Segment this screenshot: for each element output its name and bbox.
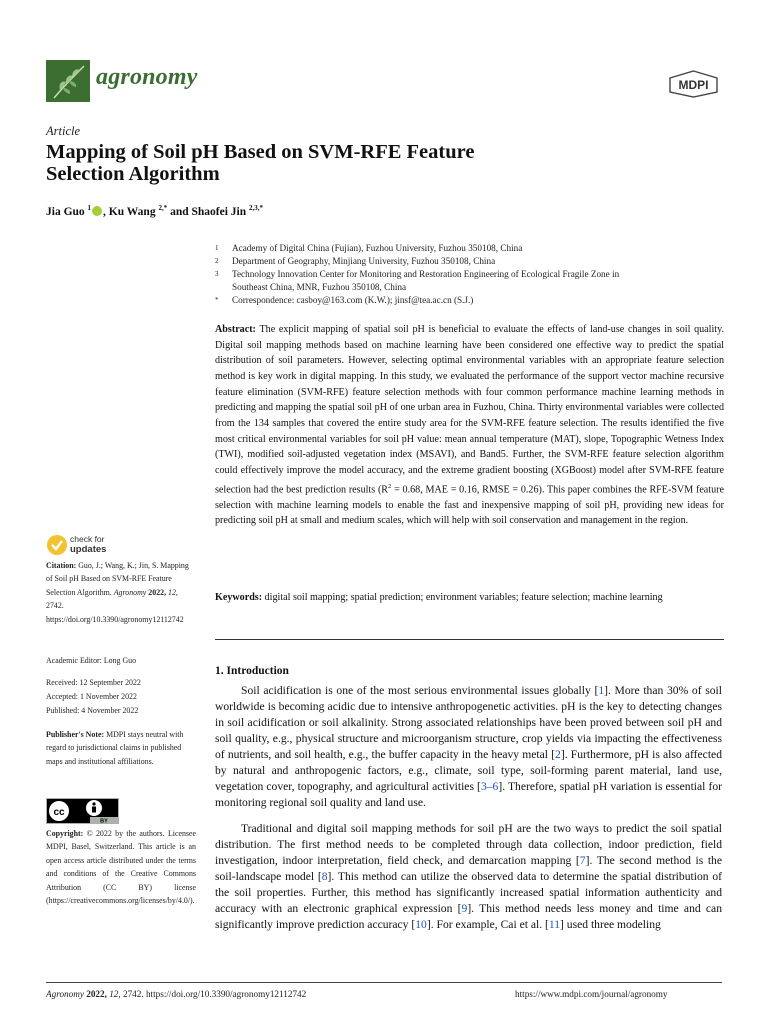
footer-citation <box>46 989 306 999</box>
citation-doi[interactable]: , 2742. https://doi.org/10.3390/agronomy12112742 <box>46 587 184 624</box>
citation-link[interactable]: 11 <box>548 917 561 931</box>
intro-text: ]. For example, Cai et al. [ <box>426 917 549 931</box>
footer-journal-url[interactable]: https://www.mdpi.com/journal/agronomy <box>515 989 668 999</box>
abstract-sup: 2 <box>388 482 392 490</box>
intro-text: ]. This method can utilize the observed data to determine the spatial distribution of the soil properties. Further, this method has significantly increased spatial information authenticity and accuracy with an electronic graphical expression [ <box>215 869 722 915</box>
author-list <box>46 204 263 218</box>
article-type: Article <box>46 124 81 138</box>
citation-block <box>46 559 196 626</box>
academic-editor: Academic Editor: Long Guo <box>46 656 137 665</box>
author-sep-2: and <box>167 205 192 218</box>
check-updates-line2: updates <box>70 543 107 555</box>
date-published: Published: 4 November 2022 <box>46 706 139 715</box>
abstract <box>215 322 724 529</box>
footer-doi[interactable]: , 2742. https://doi.org/10.3390/agronomy12112742 <box>118 989 307 999</box>
footer-volume: 12 <box>109 989 119 999</box>
intro-text: Traditional and digital soil mapping methods for soil pH are the two ways to predict the soil spatial distribution. The first method needs to be completed through data collection, indoor prediction, field investigation, indoor interpretation, field check, and demarcation mapping [ <box>215 822 722 867</box>
mdpi-logo <box>668 70 719 98</box>
abstract-label: Abstract: <box>215 324 256 335</box>
page-title <box>46 141 606 185</box>
author-3-affil: 2,3,* <box>249 204 264 212</box>
citation-link[interactable]: 2 <box>555 747 561 761</box>
abstract-text-2: = 0.68, MAE = 0.16, RMSE = 0.26). This paper combines the RFE-SVM feature selection with machine learning models to enable the fast and inexpensive mapping of soil pH, providing new ideas for predicting soil pH at small and medium scales, which will help with soil conservation and management in the region. <box>215 483 724 527</box>
check-updates-icon <box>46 534 68 556</box>
copyright-text: © 2022 by the authors. Licensee MDPI, Basel, Switzerland. This article is an open access article distributed under the terms and conditions of the Creative Commons Attribution (CC BY) license (https://creativecommons.org/licenses/by/4.0/). <box>46 829 196 906</box>
title-line-2: Selection Algorithm <box>46 163 220 185</box>
citation-link[interactable]: 7 <box>579 853 586 867</box>
keywords-label: Keywords: <box>215 592 263 603</box>
author-1[interactable]: Jia Guo <box>46 205 85 218</box>
journal-logo <box>46 60 90 102</box>
abstract-text-1: The explicit mapping of spatial soil pH is beneficial to evaluate the effects of land-use changes in soil quality. Digital soil mapping methods based on machine learning have been considered one effective way to predict the spatial distribution of soil parameters. However, selecting optimal environmental variables with an appropriate feature selection method is key work in digital mapping. In this study, we evaluated the performance of the support vector machine recursive feature elimination (SVM-RFE) feature selection methods with four common performance machine learning methods in predicting and mapping the spatial soil pH of one urban area in Fuzhou, China. Thirty environmental variables were collected from the 134 samples that covered the entire study area for the SVM-RFE feature selection. The results identified the five most critical environmental variables for soil pH value: mean annual temperature (MAT), slope, Topographic Wetness Index (TWI), modified soil-adjusted vegetation index (MSAVI), and Band5. Further, the SVM-RFE feature selection algorithm could effectively improve the model accuracy, and the extreme gradient boosting (XGBoost) model after SVM-RFE feature selection had the best prediction results (R <box>215 324 724 495</box>
citation-text: Guo, J.; Wang, K.; Jin, S. Mapping of Soil pH Based on SVM-RFE Feature Selection Algorithm. <box>46 561 189 597</box>
citation-link[interactable]: 1 <box>598 684 605 697</box>
citation-link[interactable]: 10 <box>415 917 427 931</box>
correspondence-text[interactable]: Correspondence: casboy@163.com (K.W.); jinsf@tea.ac.cn (S.J.) <box>232 295 474 305</box>
citation-link[interactable]: 3–6 <box>480 779 499 793</box>
footer-journal: Agronomy <box>46 989 84 999</box>
affiliation-number: 2 <box>215 257 219 265</box>
copyright-label: Copyright: <box>46 829 84 838</box>
citation-journal: Agronomy <box>113 587 147 597</box>
cc-by-text: BY <box>100 818 108 824</box>
intro-text: ]. More than 30% of soil worldwide is becoming acidic due to intensive anthropogenetic activities. pH is the key to detecting changes in soil acidification or soil alkalinity. Strong associated relationships have been proved between soil pH and soil quality, e.g., physical structure and microorganism structure, crop yields via impacting the effectiveness of nutrients, and soil health, e.g., the buffer capacity in the heavy metal [ <box>215 684 722 761</box>
author-sep-1: , <box>103 205 109 218</box>
intro-text: ]. This method needs less money and time and can significantly improve prediction accuracy [ <box>215 901 722 931</box>
intro-text: ]. Therefore, spatial pH variation is essential for monitoring regional soil quality and land use. <box>215 779 723 809</box>
author-2-affil: 2,* <box>158 204 168 212</box>
keywords <box>215 590 724 606</box>
mdpi-logo-text: MDPI <box>678 78 709 92</box>
date-received: Received: 12 September 2022 <box>46 678 141 687</box>
affiliation-text: Technology Innovation Center for Monitoring and Restoration Engineering of Ecological Fragile Zone in <box>232 269 620 279</box>
author-2[interactable]: Ku Wang <box>108 205 156 218</box>
publisher-note-label: Publisher's Note: <box>46 730 105 739</box>
check-updates-line1: check for <box>70 534 105 544</box>
footer-year: 2022, <box>83 989 110 999</box>
citation-label: Citation: <box>46 561 77 570</box>
keywords-text: digital soil mapping; spatial prediction; environment variables; feature selection; machine learning <box>262 592 663 603</box>
affiliation-number: 1 <box>215 244 219 252</box>
affiliation-text: Department of Geography, Minjiang University, Fuzhou 350108, China <box>232 256 496 266</box>
date-accepted: Accepted: 1 November 2022 <box>46 692 137 701</box>
affiliation-number: * <box>215 296 219 304</box>
publisher-note <box>46 728 196 768</box>
cc-by-license-icon[interactable] <box>46 798 119 824</box>
citation-year: 2022, <box>146 587 169 597</box>
intro-text: ]. The second method is the soil-landscape model [ <box>215 853 722 883</box>
citation-link[interactable]: 8 <box>321 869 328 883</box>
author-3[interactable]: Shaofei Jin <box>191 205 247 218</box>
author-1-affil: 1 <box>87 204 92 212</box>
intro-text: ] used three modeling <box>560 917 661 931</box>
publisher-note-text: MDPI stays neutral with regard to jurisdictional claims in published maps and institutional affiliations. <box>46 730 184 766</box>
copyright <box>46 827 196 907</box>
intro-text: ]. Furthermore, pH is also affected by natural and anthropogenic factors, e.g., climate, soil type, soil-forming parent material, land use, vegetation cover, topography, and agricultural activities [ <box>215 747 722 793</box>
citation-volume: 12 <box>168 587 176 597</box>
affiliation-number: 3 <box>215 270 219 278</box>
orcid-icon[interactable] <box>92 206 102 216</box>
footer-divider <box>46 982 722 983</box>
affiliation-text: Academy of Digital China (Fujian), Fuzhou University, Fuzhou 350108, China <box>232 243 523 253</box>
cc-text: cc <box>53 807 65 818</box>
check-for-updates-badge[interactable] <box>46 534 141 556</box>
citation-link[interactable]: 9 <box>461 901 468 915</box>
intro-paragraph-1 <box>215 683 722 811</box>
intro-paragraph-2 <box>215 821 722 933</box>
section-heading: 1. Introduction <box>215 665 289 677</box>
intro-text: Soil acidification is one of the most serious environmental issues globally [ <box>241 684 599 697</box>
title-line-1: Mapping of Soil pH Based on SVM-RFE Feature <box>46 141 475 163</box>
affiliation-text: Southeast China, MNR, Fuzhou 350108, China <box>232 282 407 292</box>
journal-name: agronomy <box>96 64 198 90</box>
section-divider <box>215 639 724 640</box>
